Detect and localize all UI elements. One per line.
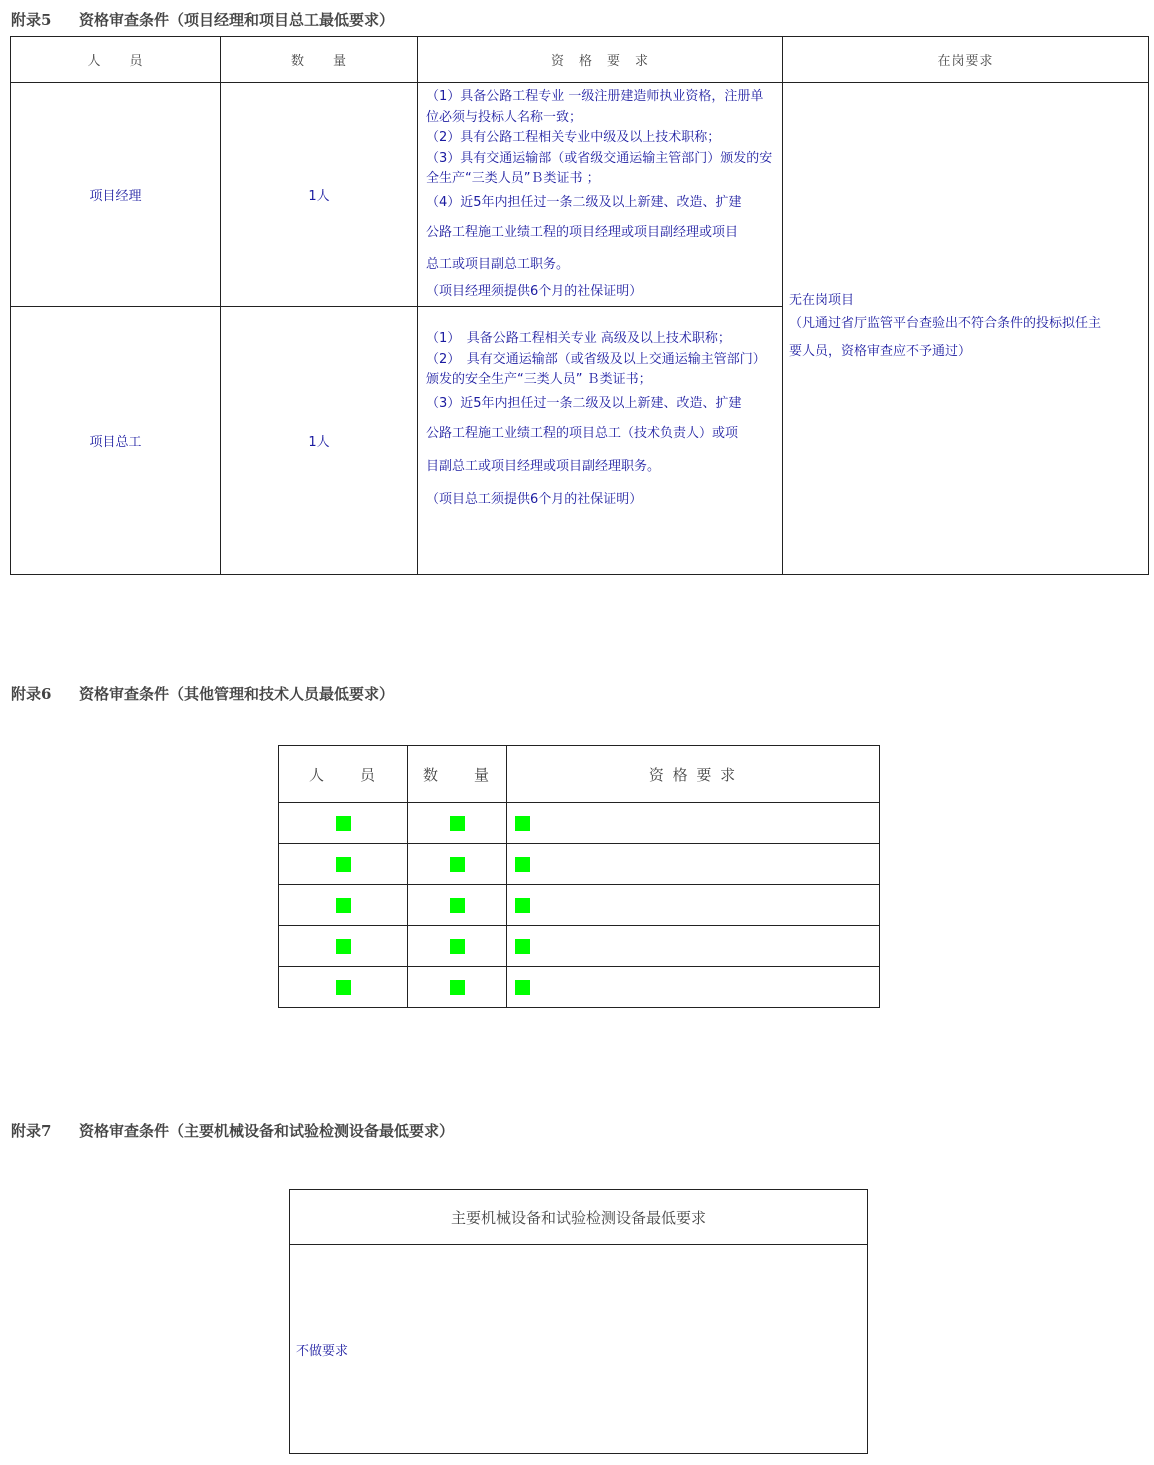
header-quantity: 数 量 bbox=[221, 37, 418, 83]
green-placeholder-marker bbox=[515, 939, 530, 954]
requirement-item: 公路工程施工业绩工程的项目总工（技术负责人）或项 bbox=[426, 425, 739, 441]
placeholder-cell bbox=[507, 926, 880, 967]
appendix7-table bbox=[289, 1189, 868, 1454]
on-post-line: 无在岗项目 bbox=[789, 292, 855, 308]
table-row bbox=[279, 844, 880, 885]
requirement-item: （2） 具有交通运输部（或省级及以上交通运输主管部门） 颁发的安全生产“三类人员” Ｂ类证书； bbox=[426, 351, 766, 387]
green-placeholder-marker bbox=[336, 980, 351, 995]
appendix5-number: 附录5 bbox=[11, 11, 52, 29]
appendix7-title: 资格审查条件（主要机械设备和试验检测设备最低要求） bbox=[79, 1122, 455, 1140]
table-row bbox=[279, 885, 880, 926]
header-quantity: 数 量 bbox=[408, 746, 507, 803]
green-placeholder-marker bbox=[450, 816, 465, 831]
requirement-item: （1）具备公路工程专业 一级注册建造师执业资格，注册单位必须与投标人名称一致； bbox=[426, 89, 764, 125]
requirements-project-manager bbox=[418, 83, 783, 307]
appendix6-heading bbox=[11, 683, 394, 704]
placeholder-cell bbox=[279, 967, 408, 1008]
green-placeholder-marker bbox=[336, 939, 351, 954]
placeholder-cell bbox=[279, 803, 408, 844]
placeholder-cell bbox=[279, 844, 408, 885]
table-row bbox=[279, 926, 880, 967]
appendix5-heading bbox=[11, 9, 394, 30]
requirement-item: （项目总工须提供6个月的社保证明） bbox=[426, 491, 643, 507]
placeholder-cell bbox=[408, 844, 507, 885]
placeholder-cell bbox=[507, 803, 880, 844]
requirement-item: 目副总工或项目经理或项目副经理职务。 bbox=[426, 458, 661, 474]
header-qualification: 资 格 要 求 bbox=[507, 746, 880, 803]
count-chief-engineer: 1人 bbox=[221, 307, 418, 575]
placeholder-cell bbox=[279, 926, 408, 967]
green-placeholder-marker bbox=[515, 980, 530, 995]
count-project-manager: 1人 bbox=[221, 83, 418, 307]
role-chief-engineer: 项目总工 bbox=[11, 307, 221, 575]
header-personnel: 人 员 bbox=[11, 37, 221, 83]
green-placeholder-marker bbox=[336, 857, 351, 872]
on-post-line: （凡通过省厅监管平台查验出不符合条件的投标拟任主 bbox=[789, 315, 1102, 331]
green-placeholder-marker bbox=[450, 898, 465, 913]
green-placeholder-marker bbox=[336, 816, 351, 831]
requirement-item: 公路工程施工业绩工程的项目经理或项目副经理或项目 bbox=[426, 224, 739, 240]
appendix7-body-row bbox=[290, 1245, 868, 1454]
table-row bbox=[279, 803, 880, 844]
requirement-item: （3）具有交通运输部（或省级交通运输主管部门）颁发的安全生产“三类人员”Ｂ类证书 ； bbox=[426, 150, 773, 186]
header-qualification: 资 格 要 求 bbox=[418, 37, 783, 83]
table-row bbox=[279, 967, 880, 1008]
appendix5-header-row bbox=[11, 37, 1149, 83]
placeholder-cell bbox=[408, 885, 507, 926]
appendix6-header-row bbox=[279, 746, 880, 803]
equipment-requirement: 不做要求 bbox=[290, 1245, 868, 1454]
requirements-chief-engineer bbox=[418, 307, 783, 575]
header-on-post: 在岗要求 bbox=[783, 37, 1149, 83]
green-placeholder-marker bbox=[515, 857, 530, 872]
appendix6-number: 附录6 bbox=[11, 685, 52, 703]
green-placeholder-marker bbox=[450, 857, 465, 872]
requirement-item: （3）近5年内担任过一条二级及以上新建、改造、扩建 bbox=[426, 395, 742, 411]
appendix5-table bbox=[10, 36, 1149, 575]
equipment-header: 主要机械设备和试验检测设备最低要求 bbox=[290, 1190, 868, 1245]
placeholder-cell bbox=[408, 967, 507, 1008]
requirement-item: （1） 具备公路工程相关专业 高级及以上技术职称； bbox=[426, 331, 731, 346]
appendix7-number: 附录7 bbox=[11, 1122, 52, 1140]
placeholder-cell bbox=[408, 926, 507, 967]
header-personnel: 人 员 bbox=[279, 746, 408, 803]
appendix6-body bbox=[279, 803, 880, 1008]
requirement-item: 总工或项目副总工职务。 bbox=[426, 256, 570, 272]
role-project-manager: 项目经理 bbox=[11, 83, 221, 307]
requirement-item: （4）近5年内担任过一条二级及以上新建、改造、扩建 bbox=[426, 194, 742, 210]
green-placeholder-marker bbox=[515, 898, 530, 913]
green-placeholder-marker bbox=[336, 898, 351, 913]
appendix6-table bbox=[278, 745, 880, 1008]
appendix7-header-row bbox=[290, 1190, 868, 1245]
green-placeholder-marker bbox=[450, 939, 465, 954]
appendix7-heading bbox=[11, 1120, 454, 1141]
table-row-project-manager bbox=[11, 83, 1149, 307]
placeholder-cell bbox=[507, 885, 880, 926]
green-placeholder-marker bbox=[515, 816, 530, 831]
green-placeholder-marker bbox=[450, 980, 465, 995]
requirement-item: （项目经理须提供6个月的社保证明） bbox=[426, 283, 643, 299]
requirement-item: （2）具有公路工程相关专业中级及以上技术职称； bbox=[426, 130, 721, 145]
on-post-requirement bbox=[783, 83, 1149, 575]
placeholder-cell bbox=[507, 967, 880, 1008]
placeholder-cell bbox=[507, 844, 880, 885]
appendix5-title: 资格审查条件（项目经理和项目总工最低要求） bbox=[79, 11, 395, 29]
on-post-line: 要人员，资格审查应不予通过） bbox=[789, 343, 972, 359]
placeholder-cell bbox=[408, 803, 507, 844]
placeholder-cell bbox=[279, 885, 408, 926]
appendix6-title: 资格审查条件（其他管理和技术人员最低要求） bbox=[79, 685, 395, 703]
